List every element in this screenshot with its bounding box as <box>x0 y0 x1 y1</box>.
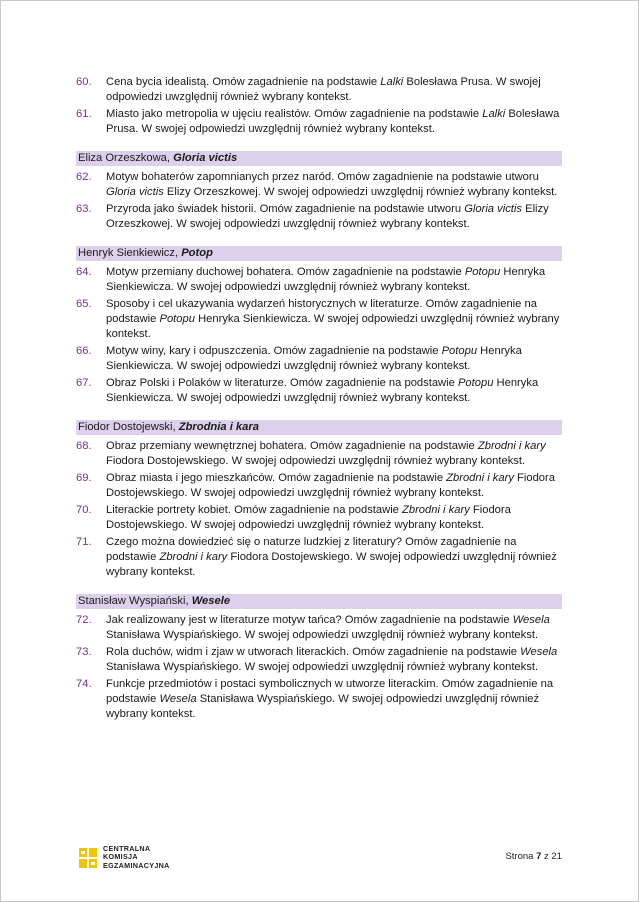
topic-text <box>106 678 553 720</box>
work-title-italic: Wesela <box>520 646 558 658</box>
topic-number: 73. <box>76 646 92 658</box>
topic-text-part: Elizy Orzeszkowej. W swojej odpowiedzi uwzględnij również wybrany kontekst. <box>163 186 558 198</box>
topic-text-part: Rola duchów, widm i zjaw w utworach literackich. Omów zagadnienie na podstawie <box>106 646 521 658</box>
topic-number: 63. <box>76 203 92 215</box>
work-title-italic: Potopu <box>159 313 195 325</box>
cke-logo-icon <box>79 848 97 868</box>
topic-text-part: Miasto jako metropolia w ujęciu realistów. Omów zagadnienie na podstawie <box>106 108 483 120</box>
topic-number: 74. <box>76 678 92 690</box>
work-title-italic: Zbrodni i kary <box>159 551 228 563</box>
topic-item <box>76 75 562 105</box>
topic-text-part: Fiodora Dostojewskiego. W swojej odpowiedzi uwzględnij również wybrany kontekst. <box>106 551 557 578</box>
topic-text <box>106 266 545 293</box>
work-title-italic: Zbrodni i kary <box>402 504 470 516</box>
topic-text-part: Motyw przemiany duchowej bohatera. Omów zagadnienie na podstawie <box>106 266 465 278</box>
topic-text-part: Motyw winy, kary i odpuszczenia. Omów zagadnienie na podstawie <box>106 345 442 357</box>
topic-text-part: Henryka Sienkiewicza. W swojej odpowiedzi uwzględnij również wybrany kontekst. <box>106 345 522 372</box>
topic-item <box>76 471 562 501</box>
page-current: 7 <box>536 851 542 862</box>
topic-number: 70. <box>76 504 92 516</box>
topic-text-part: Stanisława Wyspiańskiego. W swojej odpowiedzi uwzględnij również wybrany kontekst. <box>106 693 540 720</box>
topic-text-part: Przyroda jako świadek historii. Omów zagadnienie na podstawie utworu <box>106 203 465 215</box>
topic-text-part: Obraz Polski i Polaków w literaturze. Omów zagadnienie na podstawie <box>106 377 458 389</box>
section-heading <box>76 151 562 166</box>
topic-text <box>106 614 550 641</box>
topic-item <box>76 107 562 137</box>
work-title-italic: Zbrodni i kary <box>446 472 514 484</box>
work-title-italic: Gloria victis <box>464 203 522 215</box>
document-body <box>76 75 562 724</box>
topic-text-part: Fiodora Dostojewskiego. W swojej odpowiedzi uwzględnij również wybrany kontekst. <box>106 472 555 499</box>
topic-text <box>106 504 511 531</box>
topic-item <box>76 535 562 580</box>
section-work-title: Zbrodnia i kara <box>178 421 259 433</box>
logo-line: EGZAMINACYJNA <box>103 860 170 870</box>
section-author: Fiodor Dostojewski, <box>78 421 179 433</box>
work-title-italic: Wesela <box>512 614 550 626</box>
work-title-italic: Gloria victis <box>106 186 164 198</box>
topic-text-part: Fiodora Dostojewskiego. W swojej odpowiedzi uwzględnij również wybrany kontekst. <box>106 504 511 531</box>
topic-number: 67. <box>76 377 92 389</box>
topic-number: 71. <box>76 536 92 548</box>
work-title-italic: Lalki <box>482 108 506 120</box>
topic-text <box>106 377 538 404</box>
section-work-title: Wesele <box>191 595 231 607</box>
section-work-title: Gloria victis <box>173 152 238 164</box>
topic-text-part: Henryka Sienkiewicza. W swojej odpowiedzi uwzględnij również wybrany kontekst. <box>106 377 539 404</box>
topic-text <box>106 108 559 135</box>
section-heading <box>76 594 562 609</box>
section-work-title: Potop <box>181 247 213 259</box>
topic-text <box>106 76 541 103</box>
cke-logo <box>79 845 170 870</box>
topic-number: 65. <box>76 298 92 310</box>
topic-text-part: Sposoby i cel ukazywania wydarzeń historycznych w literaturze. Omów zagadnienie na podstawie <box>106 298 537 325</box>
topic-text-part: Bolesława Prusa. W swojej odpowiedzi uwzględnij również wybrany kontekst. <box>106 76 541 103</box>
topic-text <box>106 171 557 198</box>
topic-text-part: Obraz przemiany wewnętrznej bohatera. Omów zagadnienie na podstawie <box>106 440 478 452</box>
section-author: Henryk Sienkiewicz, <box>78 247 182 259</box>
topic-text-part: Henryka Sienkiewicza. W swojej odpowiedzi uwzględnij również wybrany kontekst. <box>106 313 560 340</box>
topic-text-part: Fiodora Dostojewskiego. W swojej odpowiedzi uwzględnij również wybrany kontekst. <box>106 455 526 467</box>
cke-logo-text <box>103 845 170 870</box>
topic-item <box>76 677 562 722</box>
topic-text-part: Funkcje przedmiotów i postaci symbolicznych w utworze literackim. Omów zagadnienie na podstawie <box>106 678 554 705</box>
topic-item <box>76 439 562 469</box>
logo-line: CENTRALNA <box>103 844 151 853</box>
topic-text <box>106 298 559 340</box>
topic-number: 61. <box>76 108 92 120</box>
topic-text-part: Bolesława Prusa. W swojej odpowiedzi uwzględnij również wybrany kontekst. <box>106 108 560 135</box>
topic-text-part: Jak realizowany jest w literaturze motyw tańca? Omów zagadnienie na podstawie <box>106 614 513 626</box>
topic-number: 69. <box>76 472 92 484</box>
topic-text-part: Henryka Sienkiewicza. W swojej odpowiedzi uwzględnij również wybrany kontekst. <box>106 266 546 293</box>
topic-item <box>76 297 562 342</box>
topic-item <box>76 503 562 533</box>
work-title-italic: Potopu <box>457 377 494 389</box>
work-title-italic: Potopu <box>464 266 501 278</box>
topic-text-part: Cena bycia idealistą. Omów zagadnienie na podstawie <box>106 76 381 88</box>
topic-number: 64. <box>76 266 92 278</box>
topic-text <box>106 203 549 230</box>
topic-number: 68. <box>76 440 92 452</box>
work-title-italic: Lalki <box>380 76 404 88</box>
topic-item <box>76 376 562 406</box>
page-number <box>505 851 562 862</box>
section-author: Stanisław Wyspiański, <box>78 595 192 607</box>
topic-text-part: Czego można dowiedzieć się o naturze ludzkiej z literatury? Omów zagadnienie na podstawie <box>106 536 517 563</box>
topic-text <box>106 345 522 372</box>
section-author: Eliza Orzeszkowa, <box>78 152 174 164</box>
work-title-italic: Zbrodni i kary <box>477 440 546 452</box>
topic-text <box>106 536 557 578</box>
section-heading <box>76 420 562 435</box>
topic-item <box>76 202 562 232</box>
page-total: 21 <box>551 851 562 862</box>
topic-text <box>106 472 555 499</box>
page-sep: z <box>541 851 552 862</box>
topic-text-part: Stanisława Wyspiańskiego. W swojej odpowiedzi uwzględnij również wybrany kontekst. <box>106 661 539 673</box>
topic-text-part: Elizy Orzeszkowej. W swojej odpowiedzi uwzględnij również wybrany kontekst. <box>106 203 549 230</box>
topic-text-part: Obraz miasta i jego mieszkańców. Omów zagadnienie na podstawie <box>106 472 447 484</box>
topic-text <box>106 646 557 673</box>
topic-text-part: Stanisława Wyspiańskiego. W swojej odpowiedzi uwzględnij również wybrany kontekst. <box>106 629 539 641</box>
topic-number: 62. <box>76 171 92 183</box>
topic-number: 60. <box>76 76 92 88</box>
topic-item <box>76 265 562 295</box>
logo-line: KOMISJA <box>103 852 138 862</box>
topic-item <box>76 613 562 643</box>
topic-text-part: Literackie portrety kobiet. Omów zagadnienie na podstawie <box>106 504 403 516</box>
topic-item <box>76 344 562 374</box>
topic-item <box>76 645 562 675</box>
topic-item <box>76 170 562 200</box>
work-title-italic: Wesela <box>159 693 197 705</box>
topic-text <box>106 440 546 467</box>
section-heading <box>76 246 562 261</box>
topic-number: 66. <box>76 345 92 357</box>
work-title-italic: Potopu <box>441 345 478 357</box>
page-prefix: Strona <box>505 851 537 862</box>
topic-text-part: Motyw bohaterów zapomnianych przez naród. Omów zagadnienie na podstawie utworu <box>106 171 539 183</box>
topic-number: 72. <box>76 614 92 626</box>
